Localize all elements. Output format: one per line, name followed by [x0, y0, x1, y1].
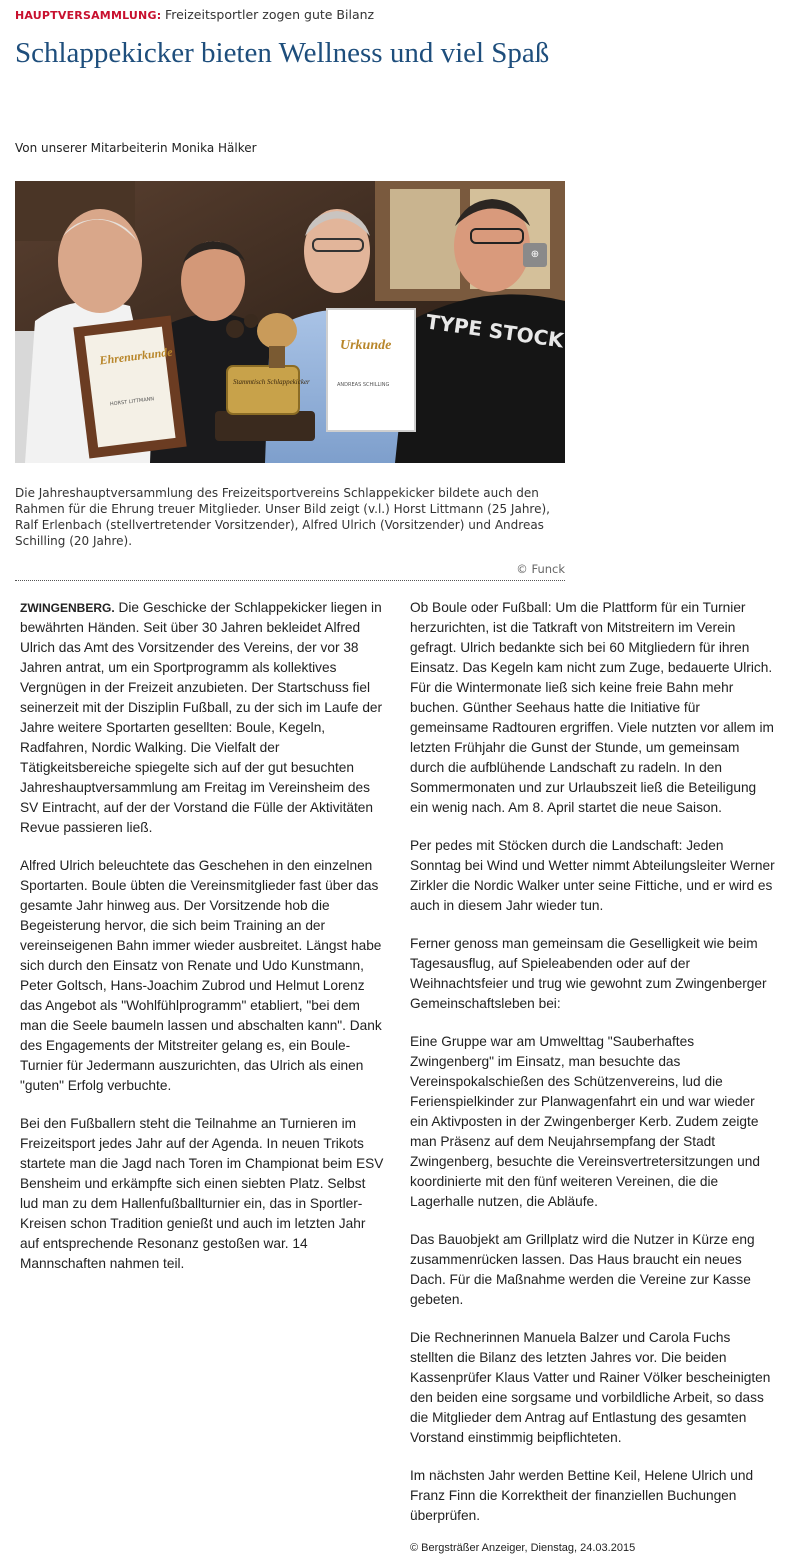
certificate-right-name: ANDREAS SCHILLING	[337, 382, 390, 388]
photo-illustration	[15, 181, 565, 463]
kicker-label: HAUPTVERSAMMLUNG	[15, 9, 157, 22]
article-column-left	[20, 598, 384, 1292]
zoom-button[interactable]	[523, 243, 547, 267]
paragraph-9: Die Rechnerinnen Manuela Balzer und Carola Fuchs stellten die Bilanz des letzten Jahres vor. Die beiden Kassenprüfer Klaus Vatter und Rainer Völker bescheinigten den beiden eine sorgsame und vorbildliche Arbeit, so dass die Mitglieder dem Antrag auf Entlastung des gesamten Vorstand einstimmig beipflichteten.	[410, 1330, 771, 1445]
kicker-separator: :	[156, 9, 162, 22]
certificate-left-title: Ehrenurkunde	[98, 344, 174, 368]
paragraph-6: Ferner genoss man gemeinsam die Geselligkeit wie beim Tagesausflug, auf Spieleabenden oder auf der Weihnachtsfeier und trug wie gewohnt zum Zwingenberger Gemeinschaftsleben bei:	[410, 936, 767, 1011]
divider	[15, 580, 565, 581]
byline: Von unserer Mitarbeiterin Monika Hälker	[15, 141, 257, 155]
plus-icon: ⊕	[530, 249, 540, 260]
dateline: ZWINGENBERG.	[20, 601, 115, 615]
certificate-left-name: HORST LITTMANN	[109, 396, 155, 408]
paragraph-7: Eine Gruppe war am Umwelttag "Sauberhaftes Zwingenberg" im Einsatz, man besuchte das Vereinspokalschießen des Schützenvereins, lud die Ferienspielkinder zur Planwagenfahrt ein und war wieder ein Aktivposten in der Zwingenberger Kerb. Zudem zeigte man Präsenz auf dem Neujahrsempfang der Stadt Zwingenberg, besuchte die Vereinsvertretersitzungen und koordinierte mit den fünf weiteren Vereinen, die die Lagerhalle nutzen, die Abläufe.	[410, 1034, 761, 1209]
article-photo[interactable]	[15, 181, 565, 463]
photo-credit: © Funck	[516, 562, 565, 576]
article-column-right	[410, 598, 776, 1555]
source-note: © Bergsträßer Anzeiger, Dienstag, 24.03.2015	[410, 1542, 636, 1554]
certificate-right-title: Urkunde	[340, 338, 392, 353]
paragraph-2: Alfred Ulrich beleuchtete das Geschehen in den einzelnen Sportarten. Boule übten die Vereinsmitglieder fast über das gesamte Jahr hinweg aus. Der Vorsitzende hob die Begeisterung hervor, die sich beim Training an der vereinseigenen Bahn immer wieder ausbreitet. Längst habe sich durch den Einsatz von Renate und Udo Kunstmann, Peter Goltsch, Hans-Joachim Zubrod und Helmut Lorenz das Angebot als "Wohlfühlprogramm" etabliert, "bei dem man die Seele baumeln lassen und abschalten kann". Dank des Engagements der Mitstreiter gelang es, ein Boule-Turnier für Jedermann auszurichten, das Ulrich als einen "guten" Erfolg verbuchte.	[20, 858, 382, 1093]
paragraph-4: Ob Boule oder Fußball: Um die Plattform für ein Turnier herzurichten, ist die Tatkraft von Mitstreitern im Verein gefragt. Ulrich bedankte sich bei 60 Mitgliedern für ihren Einsatz. Das Kegeln kam nicht zum Zuge, bedauerte Ulrich. Für die Wintermonate ließ sich keine freie Bahn mehr buchen. Günther Seehaus hatte die Initiative für gemeinsame Radtouren ergriffen. Viele nutzten vor allem im letzten Frühjahr die Gunst der Stunde, um gemeinsam durch die aufblühende Landschaft zu radeln. In den Sommermonaten und zur Urlaubszeit ließ die Beteiligung ein wenig nach. Am 8. April startet die neue Saison.	[410, 600, 774, 815]
headline: Schlappekicker bieten Wellness und viel Spaß	[15, 37, 550, 69]
trophy-plaque-text: Stammtisch Schlappekicker	[233, 378, 310, 386]
photo-caption: Die Jahreshauptversammlung des Freizeitsportvereins Schlappekicker bildete auch den Rahmen für die Ehrung treuer Mitglieder. Unser Bild zeigt (v.l.) Horst Littmann (25 Jahre), Ralf Erlenbach (stellvertretender Vorsitzender), Alfred Ulrich (Vorsitzender) und Andreas Schilling (20 Jahre).	[15, 486, 550, 548]
paragraph-lead	[20, 598, 384, 838]
paragraph-3: Bei den Fußballern steht die Teilnahme an Turnieren im Freizeitsport jedes Jahr auf der Agenda. In neuen Trikots startete man die Jagd nach Toren im Championat beim ESV Bensheim und erkämpfte sich einen siebten Platz. Selbst lud man zu dem Hallenfußballturnier ein, das in Sportler-Kreisen schon Tradition genießt und auch im letzten Jahr auf entsprechende Resonanz gestoßen war. 14 Mannschaften nahmen teil.	[20, 1116, 384, 1271]
kicker	[15, 7, 374, 22]
paragraph-10: Im nächsten Jahr werden Bettine Keil, Helene Ulrich und Franz Finn die Korrektheit der finanziellen Buchungen überprüfen.	[410, 1468, 754, 1523]
paragraph-5: Per pedes mit Stöcken durch die Landschaft: Jeden Sonntag bei Wind und Wetter nimmt Abteilungsleiter Werner Zirkler die Nordic Walker unter seine Fittiche, und er wird es auch in diesem Jahr wieder tun.	[410, 838, 775, 913]
kicker-subtitle: Freizeitsportler zogen gute Bilanz	[164, 7, 375, 22]
paragraph-8: Das Bauobjekt am Grillplatz wird die Nutzer in Kürze eng zusammenrücken lassen. Das Haus braucht ein neues Dach. Für die Maßnahme werden die Vereine zur Kasse gebeten.	[410, 1232, 755, 1307]
lead-text: Die Geschicke der Schlappekicker liegen in bewährten Händen. Seit über 30 Jahren bekleidet Alfred Ulrich das Amt des Vorsitzender des Vereins, der vor 38 Jahren antrat, um ein Sportprogramm als kollektives Vergnügen in der Freizeit anzubieten. Der Startschuss fiel seinerzeit mit der Disziplin Fußball, zu der sich im Laufe der Jahre weitere Sportarten gesellten: Boule, Kegeln, Radfahren, Nordic Walking. Die Vielfalt der Tätigkeitsbereiche spiegelte sich auf der gut besuchten Jahreshauptversammlung am Freitag im Vereinsheim des SV Eintracht, auf der der Vorstand die Fülle der Aktivitäten Revue passieren ließ.	[20, 600, 383, 835]
shirt-print: TYPE STOCK	[424, 309, 565, 353]
